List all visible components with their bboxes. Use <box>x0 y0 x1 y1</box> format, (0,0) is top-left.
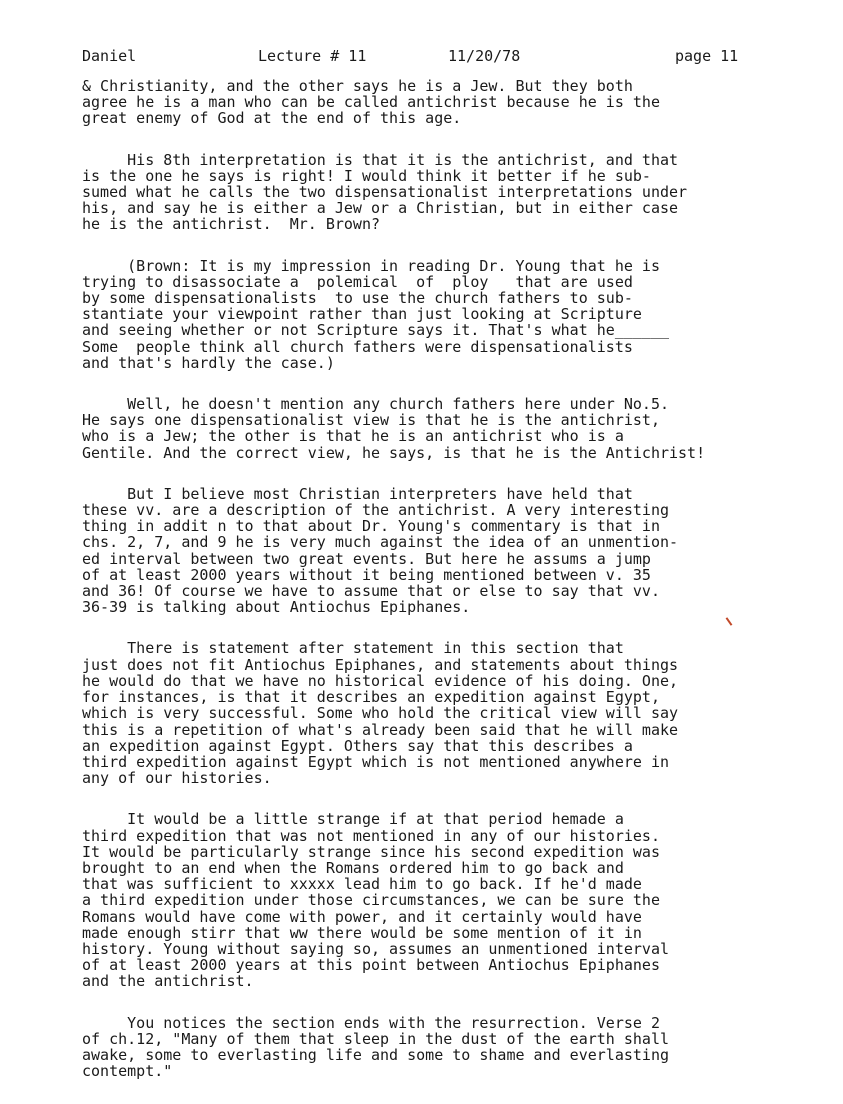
text-line: agree he is a man who can be called antichrist because he is the <box>82 93 660 112</box>
text-line: stantiate your viewpoint rather than just looking at Scripture <box>82 305 642 324</box>
text-line: and the antichrist. <box>82 972 254 991</box>
text-line: an expedition against Egypt. Others say that this describes a <box>82 736 633 755</box>
paragraph <box>82 1015 772 1080</box>
page-header <box>82 47 762 69</box>
header-book: Daniel <box>82 47 137 65</box>
text-line: awake, some to everlasting life and some to shame and everlasting <box>82 1045 669 1064</box>
text-line: chs. 2, 7, and 9 he is very much against the idea of an unmention- <box>82 533 679 552</box>
text-line: & Christianity, and the other says he is a Jew. But they both <box>82 77 633 95</box>
text-line: any of our histories. <box>82 769 272 788</box>
text-line: His 8th interpretation is that it is the antichrist, and that <box>82 150 679 169</box>
text-line: of ch.12, "Many of them that sleep in the dust of the earth shall <box>82 1029 669 1048</box>
text-line: contempt." <box>82 1062 173 1081</box>
text-line: Romans would have come with power, and it certainly would have <box>82 907 642 926</box>
text-line: third expedition that was not mentioned in any of our histories. <box>82 826 660 845</box>
text-line: He says one dispensationalist view is that he is the antichrist, <box>82 411 660 430</box>
text-line: Well, he doesn't mention any church fathers here under No.5. <box>82 395 669 414</box>
text-line: he is the antichrist. Mr. Brown? <box>82 215 381 234</box>
paragraph <box>82 640 772 786</box>
header-lecture: Lecture # 11 <box>258 47 367 65</box>
paragraph <box>82 396 772 461</box>
text-line: Gentile. And the correct view, he says, is that he is the Antichrist! <box>82 443 706 462</box>
text-line: and 36! Of course we have to assume that or else to say that vv. <box>82 582 660 601</box>
text-line: his, and say he is either a Jew or a Christian, but in either case <box>82 199 679 218</box>
text-line: third expedition against Egypt which is not mentioned anywhere in <box>82 752 669 771</box>
paragraph <box>82 152 772 233</box>
text-line: that was sufficient to xxxxx lead him to go back. If he'd made <box>82 875 642 894</box>
text-line: which is very successful. Some who hold the critical view will say <box>82 704 679 723</box>
text-line: he would do that we have no historical evidence of his doing. One, <box>82 671 679 690</box>
text-line: brought to an end when the Romans ordered him to go back and <box>82 858 624 877</box>
text-line: of at least 2000 years at this point between Antiochus Epiphanes <box>82 956 660 975</box>
lecture-body <box>82 78 772 1104</box>
paragraph <box>82 258 772 371</box>
header-page-number: page 11 <box>675 47 739 65</box>
text-line: sumed what he calls the two dispensationalist interpretations under <box>82 183 688 202</box>
text-line: history. Young without saying so, assumes an unmentioned interval <box>82 939 669 958</box>
text-line: ed interval between two great events. But here he assums a jump <box>82 549 651 568</box>
paragraph <box>82 811 772 989</box>
text-line: this is a repetition of what's already been said that he will make <box>82 720 679 739</box>
text-line: of at least 2000 years without it being mentioned between v. 35 <box>82 565 651 584</box>
text-line: But I believe most Christian interpreters have held that <box>82 484 633 503</box>
text-line: (Brown: It is my impression in reading Dr. Young that he is <box>82 256 660 275</box>
text-line: great enemy of God at the end of this age. <box>82 109 462 128</box>
text-line: and seeing whether or not Scripture says it. That's what he______ <box>82 321 669 340</box>
text-line: You notices the section ends with the resurrection. Verse 2 <box>82 1013 660 1032</box>
text-line: thing in addit n to that about Dr. Young's commentary is that in <box>82 517 660 536</box>
text-line: just does not fit Antiochus Epiphanes, and statements about things <box>82 655 679 674</box>
text-line: trying to disassociate a polemical of ploy that are used <box>82 272 633 291</box>
text-line: by some dispensationalists to use the church fathers to sub- <box>82 289 633 308</box>
text-line: a third expedition under those circumstances, we can be sure the <box>82 891 660 910</box>
paragraph <box>82 78 772 127</box>
text-line: who is a Jew; the other is that he is an antichrist who is a <box>82 427 624 446</box>
text-line: and that's hardly the case.) <box>82 353 335 372</box>
text-line: It would be a little strange if at that period hemade a <box>82 810 624 829</box>
text-line: for instances, is that it describes an expedition against Egypt, <box>82 688 660 707</box>
text-line: is the one he says is right! I would think it better if he sub- <box>82 166 651 185</box>
text-line: these vv. are a description of the antichrist. A very interesting <box>82 501 669 520</box>
paragraph <box>82 486 772 616</box>
text-line: 36-39 is talking about Antiochus Epiphanes. <box>82 598 471 617</box>
header-date: 11/20/78 <box>448 47 521 65</box>
text-line: It would be particularly strange since his second expedition was <box>82 842 660 861</box>
text-line: There is statement after statement in this section that <box>82 639 624 658</box>
text-line: Some people think all church fathers were dispensationalists <box>82 337 633 356</box>
text-line: made enough stirr that ww there would be some mention of it in <box>82 923 642 942</box>
